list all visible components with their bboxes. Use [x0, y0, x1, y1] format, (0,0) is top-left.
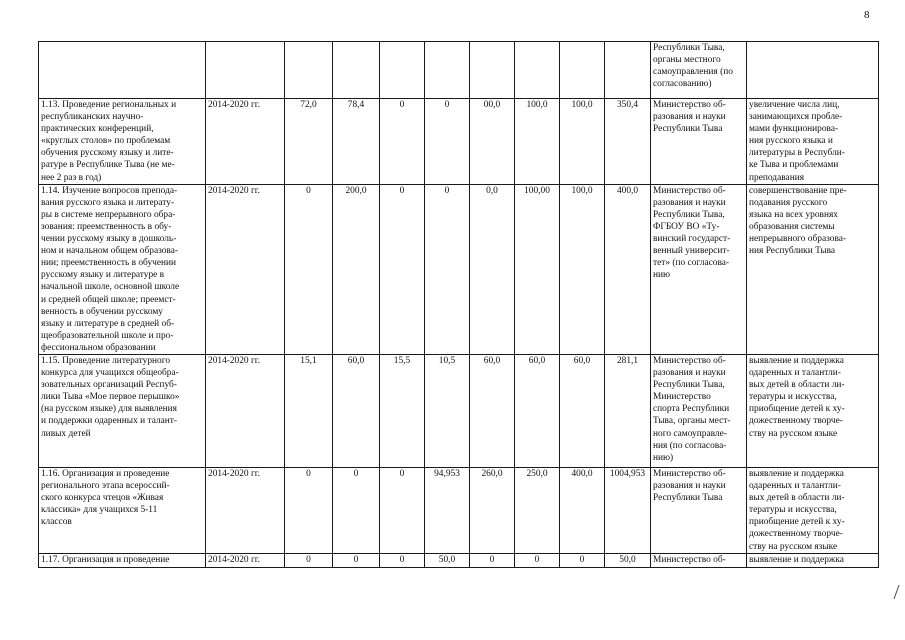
program-activities-table: [38, 41, 879, 568]
table-row: [39, 553, 879, 567]
activity-cell: 1.14. Изучение вопросов препода- вания русского языка и литерату- ры в системе непрерывного обра- зования: преемственность в обу- чении русскому языку в дошколь- ном и начальном общем образова- нии; преемственность в обучении русскому языку и литературе в начальной школе, основной школе и средней общей школе; преемст- венность в обучении русскому языку и литературе в средней об- щеобразовательной школе и про- фессиональном образовании: [39, 184, 206, 354]
table-row: [39, 99, 879, 185]
expected-result-cell: выявление и поддержка: [747, 553, 879, 567]
funding-value-cell: 0: [285, 467, 333, 553]
funding-value-cell: 0: [285, 553, 333, 567]
funding-value-cell: [560, 42, 605, 99]
executor-cell: Министерство об- разования и науки Республики Тыва, ФГБОУ ВО «Ту- винский государст- венный университ- тет» (по согласова- нию: [651, 184, 747, 354]
table-row: [39, 354, 879, 467]
period-cell: [206, 42, 285, 99]
period-cell: 2014-2020 гг.: [206, 467, 285, 553]
expected-result-cell: [747, 42, 879, 99]
funding-value-cell: 0,0: [470, 184, 515, 354]
funding-value-cell: 1004,953: [605, 467, 651, 553]
funding-value-cell: 0: [515, 553, 560, 567]
period-cell: 2014-2020 гг.: [206, 553, 285, 567]
funding-value-cell: 0: [560, 553, 605, 567]
funding-value-cell: 78,4: [333, 99, 380, 185]
executor-cell: Министерство об- разования и науки Республики Тыва: [651, 99, 747, 185]
expected-result-cell: выявление и поддержка одаренных и талантли- вых детей в области ли- тературы и искусства, приобщение детей к ху- дожественному творче- ству на русском языке: [747, 354, 879, 467]
activity-cell: 1.13. Проведение региональных и республиканских научно- практических конференций, «круглых столов» по проблемам обучения русскому языку и лите- ратуре в Республике Тыва (не ме- нее 2 раз в год): [39, 99, 206, 185]
funding-value-cell: 60,0: [470, 354, 515, 467]
expected-result-cell: увеличение числа лиц, занимающихся пробле- мами функционирова- ния русского языка и литературы в Республи- ке Тыва и проблемами преподавания: [747, 99, 879, 185]
table-row: [39, 184, 879, 354]
funding-value-cell: 60,0: [515, 354, 560, 467]
funding-value-cell: 10,5: [425, 354, 470, 467]
funding-value-cell: 60,0: [333, 354, 380, 467]
funding-value-cell: 100,00: [515, 184, 560, 354]
funding-value-cell: [380, 42, 425, 99]
page-number: 8: [864, 9, 870, 21]
funding-value-cell: 0: [380, 184, 425, 354]
funding-value-cell: 0: [425, 99, 470, 185]
funding-value-cell: 400,0: [560, 467, 605, 553]
funding-value-cell: 100,0: [560, 184, 605, 354]
funding-value-cell: [515, 42, 560, 99]
funding-value-cell: 0: [380, 467, 425, 553]
period-cell: 2014-2020 гг.: [206, 184, 285, 354]
period-cell: 2014-2020 гг.: [206, 354, 285, 467]
executor-cell: Министерство об-: [651, 553, 747, 567]
activity-cell: 1.16. Организация и проведение регионального этапа всероссий- ского конкурса чтецов «Живая классика» для учащихся 5-11 классов: [39, 467, 206, 553]
funding-value-cell: 250,0: [515, 467, 560, 553]
funding-value-cell: [285, 42, 333, 99]
executor-cell: Министерство об- разования и науки Республики Тыва, Министерство спорта Республики Тыва, органы мест- ного самоуправле- ния (по согласова- нию): [651, 354, 747, 467]
funding-value-cell: [605, 42, 651, 99]
funding-value-cell: [425, 42, 470, 99]
funding-value-cell: 400,0: [605, 184, 651, 354]
funding-value-cell: 15,5: [380, 354, 425, 467]
funding-value-cell: 200,0: [333, 184, 380, 354]
activity-cell: 1.15. Проведение литературного конкурса для учащихся общеобра- зовательных организаций Респуб- лики Тыва «Мое первое перышко» (на русском языке) для выявления и поддержки одаренных и талант- ливых детей: [39, 354, 206, 467]
funding-value-cell: 100,0: [515, 99, 560, 185]
table-row: [39, 42, 879, 99]
funding-value-cell: 0: [470, 553, 515, 567]
expected-result-cell: выявление и поддержка одаренных и талантли- вых детей в области ли- тературы и искусства, приобщение детей к ху- дожественному творче- ству на русском языке: [747, 467, 879, 553]
funding-value-cell: 100,0: [560, 99, 605, 185]
funding-value-cell: 0: [333, 467, 380, 553]
funding-value-cell: 350,4: [605, 99, 651, 185]
funding-value-cell: 260,0: [470, 467, 515, 553]
funding-value-cell: 0: [380, 553, 425, 567]
scan-edge-mark: [893, 585, 905, 599]
funding-value-cell: 72,0: [285, 99, 333, 185]
activity-cell: 1.17. Организация и проведение: [39, 553, 206, 567]
funding-value-cell: [333, 42, 380, 99]
period-cell: 2014-2020 гг.: [206, 99, 285, 185]
funding-value-cell: 15,1: [285, 354, 333, 467]
funding-value-cell: 60,0: [560, 354, 605, 467]
executor-cell: Министерство об- разования и науки Республики Тыва: [651, 467, 747, 553]
funding-value-cell: 0: [333, 553, 380, 567]
executor-cell: Республики Тыва, органы местного самоуправления (по согласованию): [651, 42, 747, 99]
funding-value-cell: 00,0: [470, 99, 515, 185]
funding-value-cell: [470, 42, 515, 99]
funding-value-cell: 281,1: [605, 354, 651, 467]
funding-value-cell: 0: [285, 184, 333, 354]
table-row: [39, 467, 879, 553]
activity-cell: [39, 42, 206, 99]
funding-value-cell: 50,0: [605, 553, 651, 567]
funding-value-cell: 0: [380, 99, 425, 185]
funding-value-cell: 50,0: [425, 553, 470, 567]
funding-value-cell: 0: [425, 184, 470, 354]
expected-result-cell: совершенствование пре- подавания русского языка на всех уровнях образования системы непрерывного образова- ния Республики Тыва: [747, 184, 879, 354]
funding-value-cell: 94,953: [425, 467, 470, 553]
